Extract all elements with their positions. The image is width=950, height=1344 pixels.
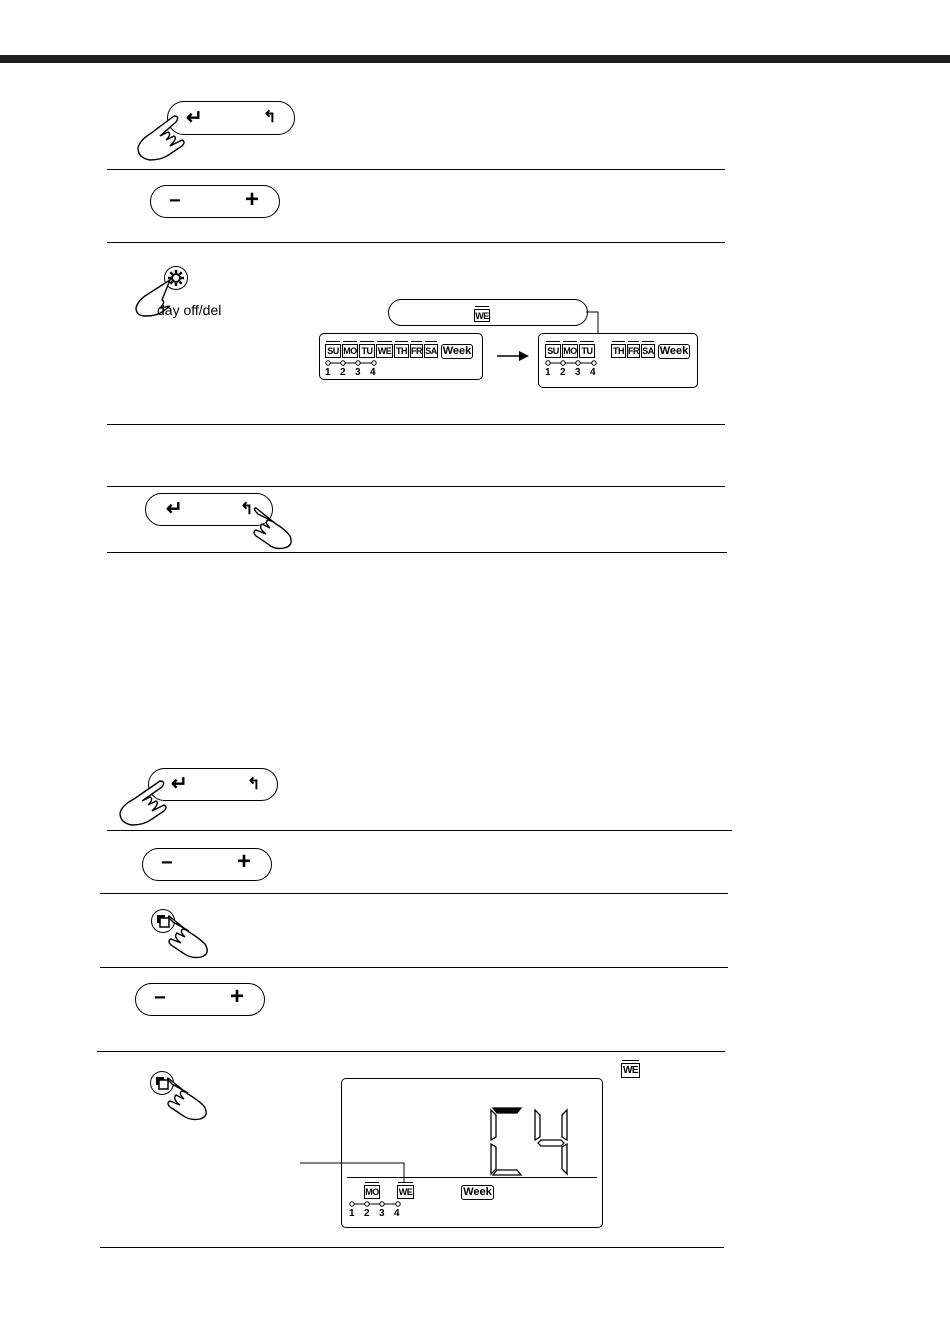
- day-fr: FR: [628, 346, 639, 356]
- week-label: Week: [461, 1185, 494, 1200]
- divider: [100, 967, 728, 968]
- top-header-bar: [0, 55, 950, 63]
- back-icon[interactable]: ↰: [240, 501, 254, 518]
- seven-segment-digits: [487, 1104, 577, 1179]
- day-tu: TU: [359, 344, 375, 358]
- divider: [107, 424, 725, 425]
- program-number: 4: [394, 1208, 400, 1219]
- day-fr: FR: [411, 346, 422, 356]
- back-icon[interactable]: ↰: [263, 109, 277, 126]
- divider: [107, 830, 732, 831]
- program-number: 3: [355, 367, 361, 378]
- day-off-del-label: day off/del: [157, 302, 222, 318]
- minus-plus-button-pill[interactable]: [135, 983, 265, 1016]
- plus-icon[interactable]: +: [237, 848, 252, 875]
- right-arrow-icon: [497, 350, 529, 362]
- program-numbers: [545, 367, 605, 379]
- program-number: 4: [590, 367, 596, 378]
- day-panel-after: [538, 333, 698, 388]
- program-number: 1: [545, 367, 551, 378]
- enter-icon[interactable]: ↵: [166, 498, 183, 520]
- divider: [97, 1051, 725, 1052]
- program-number: 2: [364, 1208, 370, 1219]
- we-badge: WE: [475, 311, 489, 321]
- week-label: Week: [659, 345, 689, 357]
- day-we: WE: [377, 346, 392, 356]
- program-number: 3: [575, 367, 581, 378]
- program-number: 1: [349, 1208, 355, 1219]
- day-tu: TU: [579, 344, 595, 358]
- pointing-hand-icon: [165, 912, 223, 960]
- divider: [107, 552, 727, 553]
- program-number: 1: [325, 367, 331, 378]
- day-mo: MO: [365, 1187, 379, 1197]
- divider: [100, 893, 728, 894]
- we-indicator-bar: [388, 299, 588, 326]
- pointing-hand-icon: [130, 110, 190, 162]
- we-badge: WE: [622, 1065, 639, 1076]
- program-number: 2: [560, 367, 566, 378]
- program-track: [349, 1201, 401, 1207]
- plus-icon[interactable]: +: [230, 983, 245, 1010]
- day-sa: SA: [425, 346, 437, 356]
- program-number: 4: [370, 367, 376, 378]
- lcd-display: [341, 1078, 603, 1228]
- back-icon[interactable]: ↰: [247, 776, 261, 793]
- enter-icon[interactable]: ↵: [186, 107, 203, 129]
- day-su: SU: [545, 344, 561, 358]
- divider: [100, 1247, 724, 1248]
- day-mo: MO: [563, 346, 577, 356]
- program-number: 2: [340, 367, 346, 378]
- program-numbers: [349, 1208, 409, 1220]
- day-sa: SA: [642, 346, 654, 356]
- pointing-hand-icon: [164, 1074, 222, 1122]
- program-track: [545, 360, 597, 366]
- divider: [107, 242, 725, 243]
- minus-plus-button-pill[interactable]: [142, 848, 272, 881]
- day-panel-before: [319, 333, 483, 380]
- enter-icon[interactable]: ↵: [171, 773, 188, 795]
- day-su: SU: [325, 344, 341, 358]
- day-we: WE: [398, 1187, 413, 1197]
- program-numbers: [325, 367, 385, 379]
- pointing-hand-icon: [110, 775, 170, 827]
- minus-icon[interactable]: −: [161, 852, 173, 874]
- day-th: TH: [613, 346, 624, 356]
- plus-icon[interactable]: +: [245, 186, 260, 213]
- minus-icon[interactable]: −: [169, 190, 181, 212]
- pointing-hand-icon: [250, 502, 306, 550]
- divider: [107, 486, 725, 487]
- program-track: [325, 360, 377, 366]
- week-label: Week: [442, 345, 472, 357]
- minus-plus-button-pill[interactable]: [150, 185, 280, 218]
- day-th: TH: [396, 346, 407, 356]
- minus-icon[interactable]: −: [154, 987, 166, 1009]
- divider: [107, 169, 725, 170]
- program-number: 3: [379, 1208, 385, 1219]
- leader-line: [300, 1160, 410, 1185]
- day-mo: MO: [343, 346, 357, 356]
